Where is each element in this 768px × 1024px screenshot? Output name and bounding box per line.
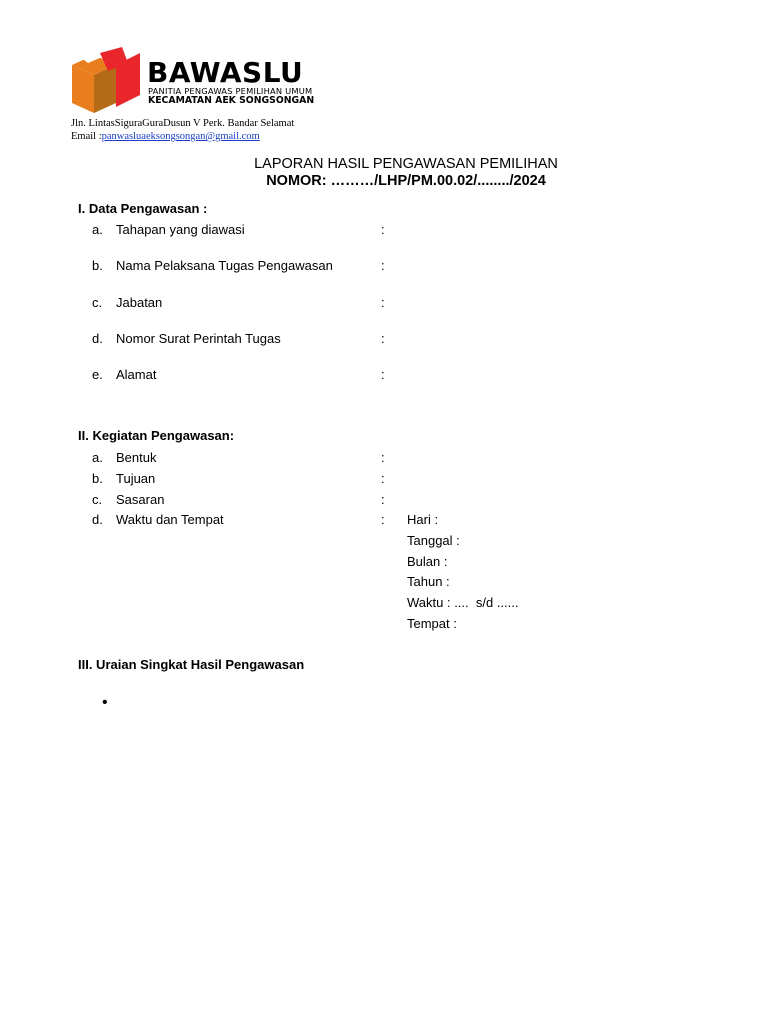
document-number: NOMOR: ………/LHP/PM.00.02/......../2024 [266,173,546,189]
waktu-field: Waktu : .... s/d ...... [407,595,519,610]
item-label: Jabatan [116,295,163,310]
item-label: Bentuk [116,450,157,465]
address-line: Jln. LintasSiguraGuraDusun V Perk. Bandar Selamat [71,118,295,129]
item-label: Waktu dan Tempat [116,512,224,527]
tempat-field: Tempat : [407,616,457,631]
email-label: Email : [71,131,102,142]
org-subtitle-1: PANITIA PENGAWAS PEMILIHAN UMUM [148,86,313,96]
item-colon: : [381,258,385,273]
org-subtitle-2: KECAMATAN AEK SONGSONGAN [148,95,315,106]
section-2-heading: II. Kegiatan Pengawasan: [78,428,235,443]
item-letter: c. [92,492,103,507]
item-colon: : [381,512,385,527]
item-label: Tahapan yang diawasi [116,222,245,237]
item-colon: : [381,331,385,346]
item-letter: e. [92,367,103,382]
item-label: Sasaran [116,492,165,507]
item-letter: b. [92,258,103,273]
item-letter: d. [92,331,103,346]
item-colon: : [381,450,385,465]
item-colon: : [381,367,385,382]
item-label: Nama Pelaksana Tugas Pengawasan [116,258,333,273]
bulan-field: Bulan : [407,554,448,569]
item-label: Nomor Surat Perintah Tugas [116,331,281,346]
item-label: Tujuan [116,471,156,486]
item-colon: : [381,222,385,237]
bullet-point: • [102,694,108,711]
tanggal-field: Tanggal : [407,533,460,548]
item-letter: a. [92,222,103,237]
item-letter: a. [92,450,103,465]
item-colon: : [381,471,385,486]
section-1-heading: I. Data Pengawasan : [78,201,208,216]
email-line [71,130,260,143]
item-letter: d. [92,512,103,527]
document-title: LAPORAN HASIL PENGAWASAN PEMILIHAN [254,156,558,172]
item-colon: : [381,295,385,310]
org-name: BAWASLU [147,56,304,89]
item-letter: c. [92,295,103,310]
item-label: Alamat [116,367,157,382]
tahun-field: Tahun : [407,574,450,589]
hari-field: Hari : [407,512,439,527]
email-link[interactable]: panwasluaeksongsongan@gmail.com [101,131,260,142]
item-letter: b. [92,471,103,486]
section-3-heading: III. Uraian Singkat Hasil Pengawasan [78,657,305,672]
item-colon: : [381,492,385,507]
